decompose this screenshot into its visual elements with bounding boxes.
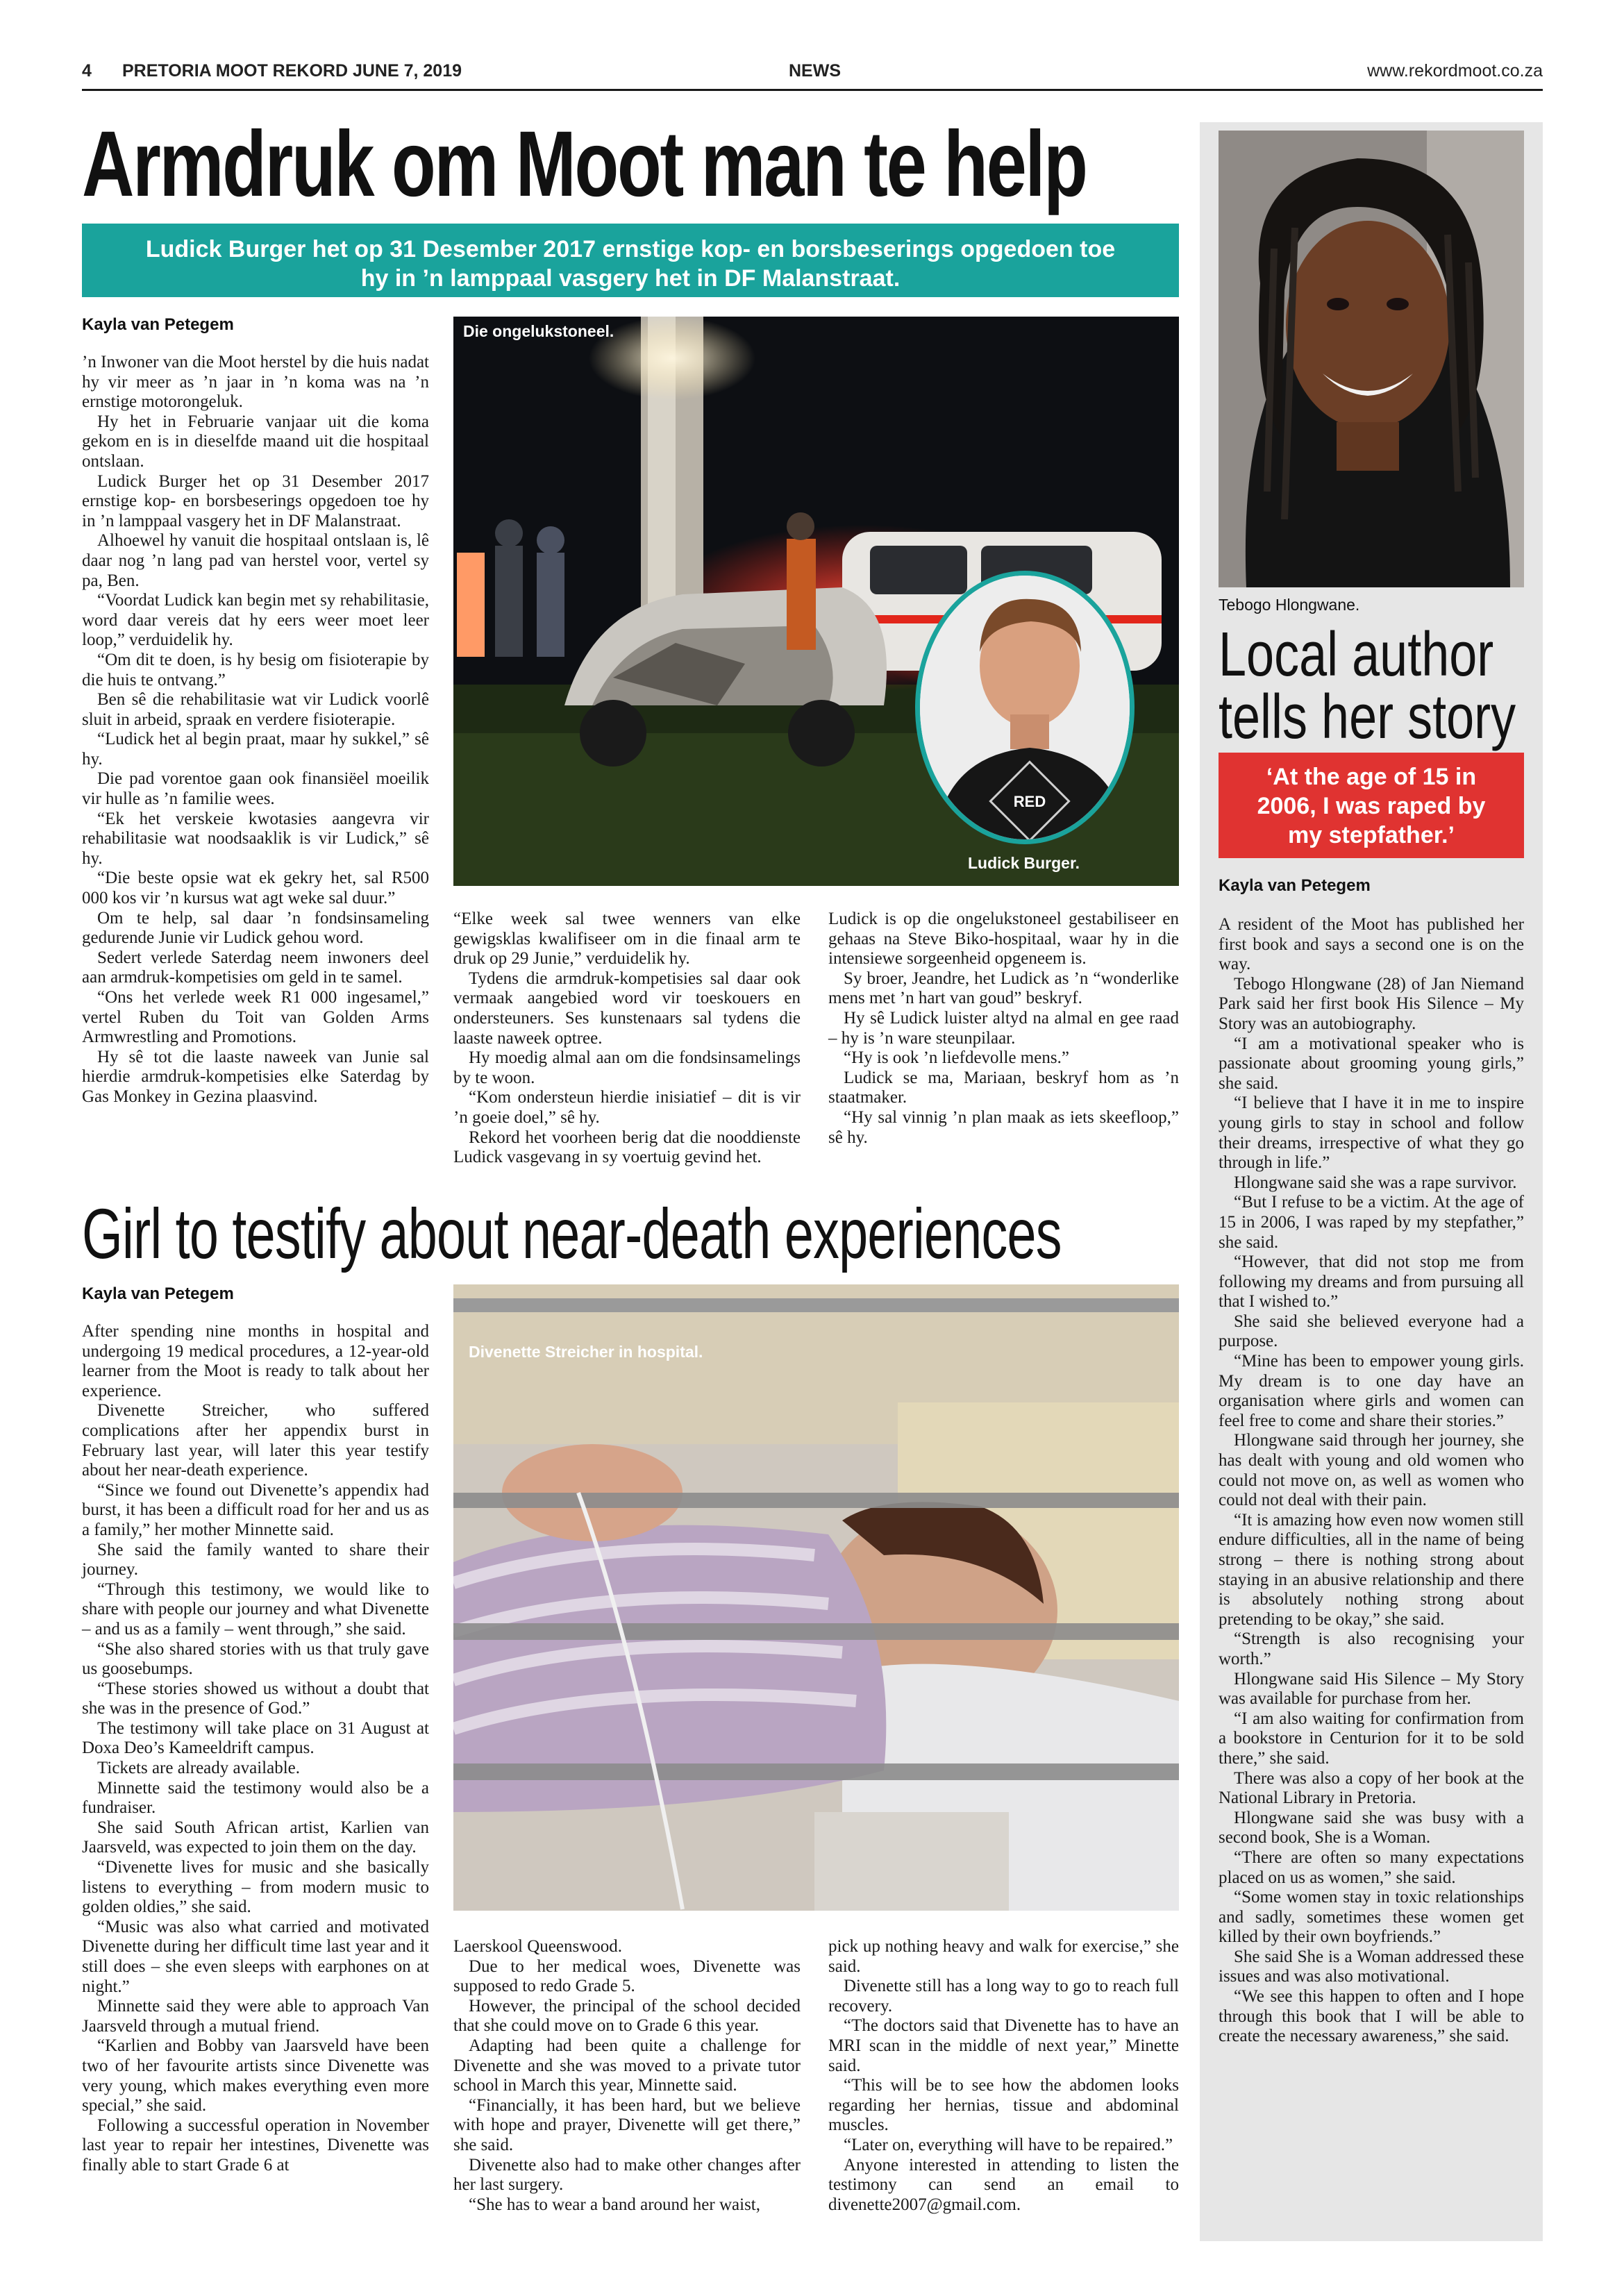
story2-column-3	[828, 1937, 1179, 2215]
paragraph: “Some women stay in toxic relationships and sadly, sometimes these women get killed by their own boyfriends.”	[1219, 1888, 1524, 1947]
paragraph: “Karlien and Bobby van Jaarsveld have been two of her favourite artists since Divenette was very young, which makes everything even more special,” she said.	[82, 2036, 429, 2115]
paragraph: Divenette still has a long way to go to reach full recovery.	[828, 1977, 1179, 2016]
standfirst-text: Ludick Burger het op 31 Desember 2017 ernstige kop- en borsbeserings opgedoen toe hy in ’n lamppaal vasgery het in DF Malanstraat.	[145, 236, 1116, 292]
pull-quote-text: ‘At the age of 15 in 2006, I was raped by my stepfather.’	[1257, 764, 1486, 848]
paragraph: Divenette Streicher, who suffered complications after her appendix burst in February last year, will later this year testify about her near-death experience.	[82, 1401, 429, 1480]
header-rule	[82, 89, 1543, 91]
paragraph: She said South African artist, Karlien van Jaarsveld, was expected to join them on the day.	[82, 1818, 429, 1857]
section-label: NEWS	[789, 61, 841, 81]
story2-headline: Girl to testify about near-death experiences	[82, 1194, 1062, 1273]
paragraph: “Ons het verlede week R1 000 ingesamel,” vertel Ruben du Toit van Golden Arms Armwrestling and Promotions.	[82, 988, 429, 1047]
paragraph: Adapting had been quite a challenge for Divenette and she was moved to a private tutor school in March this year, Minnette said.	[453, 2036, 801, 2095]
paragraph: Following a successful operation in November last year to repair her intestines, Divenette was finally able to start Grade 6 at	[82, 2115, 429, 2175]
paragraph: A resident of the Moot has published her first book and says a second one is on the way.	[1219, 915, 1524, 974]
paragraph: “Financially, it has been hard, but we believe with hope and prayer, Divenette will get there,” she said.	[453, 2095, 801, 2154]
story2-column-2	[453, 1937, 801, 2215]
paragraph: Ludick is op die ongelukstoneel gestabiliseer en gehaas na Steve Biko-hospitaal, waar hy in die intensiewe sorgeenheid opgeneem is.	[828, 910, 1179, 969]
paragraph: Rekord het voorheen berig dat die nooddienste Ludick vasgevang in sy voertuig gevind het.	[453, 1128, 801, 1167]
paragraph: “Ek het verskeie kwotasies aangevra vir rehabilitasie wat noodsaaklik is vir Ludick,” sê hy.	[82, 809, 429, 868]
paragraph: “Divenette lives for music and she basically listens to everything – from modern music to golden oldies,” she said.	[82, 1858, 429, 1917]
paragraph: “This will be to see how the abdomen looks regarding her hernias, tissue and abdominal muscles.	[828, 2076, 1179, 2135]
paragraph: “Music was also what carried and motivated Divenette during her difficult time last year and it still does – she even sleeps with earphones on at night.”	[82, 1917, 429, 1996]
paragraph: “Hy is ook ’n liefdevolle mens.”	[844, 1048, 1069, 1068]
paragraph: Hlongwane said she was a rape survivor.	[1234, 1173, 1517, 1192]
paragraph: Hlongwane said through her journey, she has dealt with young and old women who could not move on, as well as women who could not deal with their pain.	[1219, 1431, 1524, 1510]
story1-column-3	[828, 910, 1179, 1148]
tebogo-photo-caption: Tebogo Hlongwane.	[1219, 596, 1360, 614]
hospital-scene-illustration	[453, 1284, 1179, 1911]
paragraph: Om te help, sal daar ’n fondsinsameling gedurende Junie vir Ludick gehou word.	[82, 908, 429, 948]
paragraph: “The doctors said that Divenette has to have an MRI scan in the middle of next year,” Minette said.	[828, 2016, 1179, 2075]
paragraph: “We see this happen to often and I hope through this book that I will be able to create the necessary awareness,” she said.	[1219, 1987, 1524, 2046]
paragraph: “Kom ondersteun hierdie inisiatief – dit is vir ’n goeie doel,” sê hy.	[453, 1088, 801, 1127]
sidebar-panel	[1200, 122, 1543, 2241]
paragraph: Hlongwane said His Silence – My Story was available for purchase from her.	[1219, 1669, 1524, 1709]
paragraph: “There are often so many expectations placed on us as women,” she said.	[1219, 1847, 1524, 1887]
paragraph: “Later on, everything will have to be repaired.”	[844, 2135, 1173, 2154]
paragraph: Hy sê Ludick luister altyd na almal en gee raad – hy is ’n ware steunpilaar.	[828, 1008, 1179, 1048]
paragraph: Divenette also had to make other changes after her last surgery.	[453, 2155, 801, 2195]
paragraph: Laerskool Queenswood.	[453, 1937, 622, 1956]
paragraph: “I believe that I have it in me to inspire young girls to stay in school and follow their dreams, irrespective of what they go through in life.”	[1219, 1093, 1524, 1173]
paragraph: Minnette said the testimony would also be a fundraiser.	[82, 1778, 429, 1818]
tebogo-portrait-illustration	[1219, 131, 1524, 587]
paragraph: “Through this testimony, we would like to share with people our journey and what Divenette – and us as a family – went through,” she said.	[82, 1579, 429, 1639]
story1-column-2	[453, 910, 801, 1168]
inset-caption: Ludick Burger.	[968, 854, 1080, 872]
paragraph: Ludick se ma, Mariaan, beskryf hom as ’n staatmaker.	[828, 1068, 1179, 1107]
story3-byline: Kayla van Petegem	[1219, 876, 1371, 895]
paragraph: However, the principal of the school decided that she could move on to Grade 6 this year.	[453, 1996, 801, 2036]
story3-body	[1219, 915, 1524, 2047]
paragraph: There was also a copy of her book at the National Library in Pretoria.	[1219, 1768, 1524, 1808]
pull-quote-box	[1219, 753, 1524, 858]
paragraph: “Mine has been to empower young girls. My dream is to one day have an organisation where girls and women can feel free to come and share their stories.”	[1219, 1352, 1524, 1430]
accident-photo-caption: Die ongelukstoneel.	[463, 322, 614, 340]
paragraph: Ludick Burger het op 31 Desember 2017 ernstige kop- en borsbeserings opgedoen toe hy in ’n lamppaal vasgery het in DF Malanstraat.	[82, 471, 429, 530]
story2-byline: Kayla van Petegem	[82, 1284, 234, 1303]
tebogo-photo	[1219, 131, 1524, 587]
paragraph: Tydens die armdruk-kompetisies sal daar ook vermaak aangebied word vir toeskouers en ondersteuners. Ses kunstenaars sal tydens die laaste naweek optree.	[453, 969, 801, 1048]
story1-byline: Kayla van Petegem	[82, 315, 234, 334]
paragraph: “Hy sal vinnig ’n plan maak as iets skeefloop,” sê hy.	[828, 1107, 1179, 1147]
hospital-photo-caption: Divenette Streicher in hospital.	[469, 1343, 703, 1361]
paragraph: “She has to wear a band around her waist,	[469, 2195, 760, 2214]
paragraph: Anyone interested in attending to listen the testimony can send an email to divenette2007@gmail.com.	[828, 2155, 1179, 2214]
paragraph: pick up nothing heavy and walk for exercise,” she said.	[828, 1937, 1179, 1976]
paragraph: She said she believed everyone had a purpose.	[1219, 1312, 1524, 1351]
paragraph: “She also shared stories with us that truly gave us goosebumps.	[82, 1639, 429, 1679]
paragraph: She said the family wanted to share their journey.	[82, 1540, 429, 1579]
paragraph: “However, that did not stop me from following my dreams and from pursuing all that I wished to.”	[1219, 1252, 1524, 1312]
paragraph: “Strength is also recognising your worth.”	[1219, 1629, 1524, 1668]
paragraph: Hlongwane said she was busy with a second book, She is a Woman.	[1219, 1808, 1524, 1847]
paragraph: Sy broer, Jeandre, het Ludick as ’n “wonderlike mens met ’n hart van goud” beskryf.	[828, 969, 1179, 1008]
paragraph: Alhoewel hy vanuit die hospitaal ontslaan is, lê daar nog ’n lang pad van herstel voor, vertel sy pa, Ben.	[82, 531, 429, 590]
story3-headline: Local author tells her story	[1219, 620, 1516, 752]
paragraph: “But I refuse to be a victim. At the age of 15 in 2006, I was raped by my stepfather,” she said.	[1219, 1193, 1524, 1252]
paragraph: Hy het in Februarie vanjaar uit die koma gekom en is in dieselfde maand uit die hospitaal ontslaan.	[82, 412, 429, 471]
story1-headline: Armdruk om Moot man te help	[82, 112, 1087, 216]
paragraph: Ben sê die rehabilitasie wat vir Ludick voorlê sluit in arbeid, spraak en verdere fisioterapie.	[82, 690, 429, 729]
shirt-logo-text: RED	[1013, 793, 1046, 810]
paragraph: “I am also waiting for confirmation from a bookstore in Centurion for it to be sold there,” she said.	[1219, 1709, 1524, 1768]
publication-name: PRETORIA MOOT REKORD JUNE 7, 2019	[122, 61, 462, 81]
paragraph: Hy moedig almal aan om die fondsinsamelings by te woon.	[453, 1048, 801, 1087]
paragraph: “Die beste opsie wat ek gekry het, sal R500 000 kos vir ’n kursus wat agt weke sal duur.”	[82, 869, 429, 908]
ludick-portrait-illustration	[920, 576, 1135, 844]
paragraph: “These stories showed us without a doubt that she was in the presence of God.”	[82, 1679, 429, 1718]
page-number: 4	[82, 61, 92, 81]
story1-standfirst	[82, 224, 1179, 297]
ludick-portrait-inset	[915, 571, 1135, 844]
paragraph: After spending nine months in hospital and undergoing 19 medical procedures, a 12-year-old learner from the Moot is ready to talk about her experience.	[82, 1322, 429, 1400]
story1-column-1	[82, 353, 429, 1107]
paragraph: ’n Inwoner van die Moot herstel by die huis nadat hy vir meer as ’n jaar in ’n koma was na ’n ernstige motorongeluk.	[82, 353, 429, 412]
paragraph: Tickets are already available.	[97, 1759, 301, 1778]
paragraph: Die pad vorentoe gaan ook finansiëel moeilik vir hulle as ’n familie wees.	[82, 769, 429, 809]
paragraph: “I am a motivational speaker who is passionate about grooming young girls,” she said.	[1219, 1034, 1524, 1093]
paragraph: “It is amazing how even now women still endure difficulties, all in the name of being strong – there is nothing strong about staying in an abusive relationship and there is absolutely nothing strong about pretending to be okay,” she said.	[1219, 1510, 1524, 1629]
paragraph: She said She is a Woman addressed these issues and was also motivational.	[1219, 1947, 1524, 1986]
paragraph: Tebogo Hlongwane (28) of Jan Niemand Park said her first book His Silence – My Story was an autobiography.	[1219, 974, 1524, 1033]
paragraph: “Om dit te doen, is hy besig om fisioterapie by die huis te ontvang.”	[82, 650, 429, 689]
paragraph: The testimony will take place on 31 August at Doxa Deo’s Kameeldrift campus.	[82, 1718, 429, 1758]
paragraph: Minnette said they were able to approach Van Jaarsveld through a mutual friend.	[82, 1997, 429, 2036]
paragraph: Sedert verlede Saterdag neem inwoners deel aan armdruk-kompetisies om geld in te samel.	[82, 948, 429, 987]
paragraph: “Ludick het al begin praat, maar hy sukkel,” sê hy.	[82, 730, 429, 769]
paragraph: Due to her medical woes, Divenette was supposed to redo Grade 5.	[453, 1956, 801, 1996]
website-link[interactable]: www.rekordmoot.co.za	[1367, 61, 1543, 81]
paragraph: “Voordat Ludick kan begin met sy rehabilitasie, word daar vereis dat hy eers weer moet leer loop,” verduidelik hy.	[82, 591, 429, 650]
hospital-photo	[453, 1284, 1179, 1911]
story2-column-1	[82, 1322, 429, 2176]
paragraph: “Since we found out Divenette’s appendix had burst, it has been a difficult road for her and us as a family,” her mother Minnette said.	[82, 1480, 429, 1539]
paragraph: Hy sê tot die laaste naweek van Junie sal hierdie armdruk-kompetisies elke Saterdag by Gas Monkey in Gezina plaasvind.	[82, 1047, 429, 1106]
paragraph: “Elke week sal twee wenners van elke gewigsklas kwalifiseer om in die finaal arm te druk op 29 Junie,” verduidelik hy.	[453, 910, 801, 969]
